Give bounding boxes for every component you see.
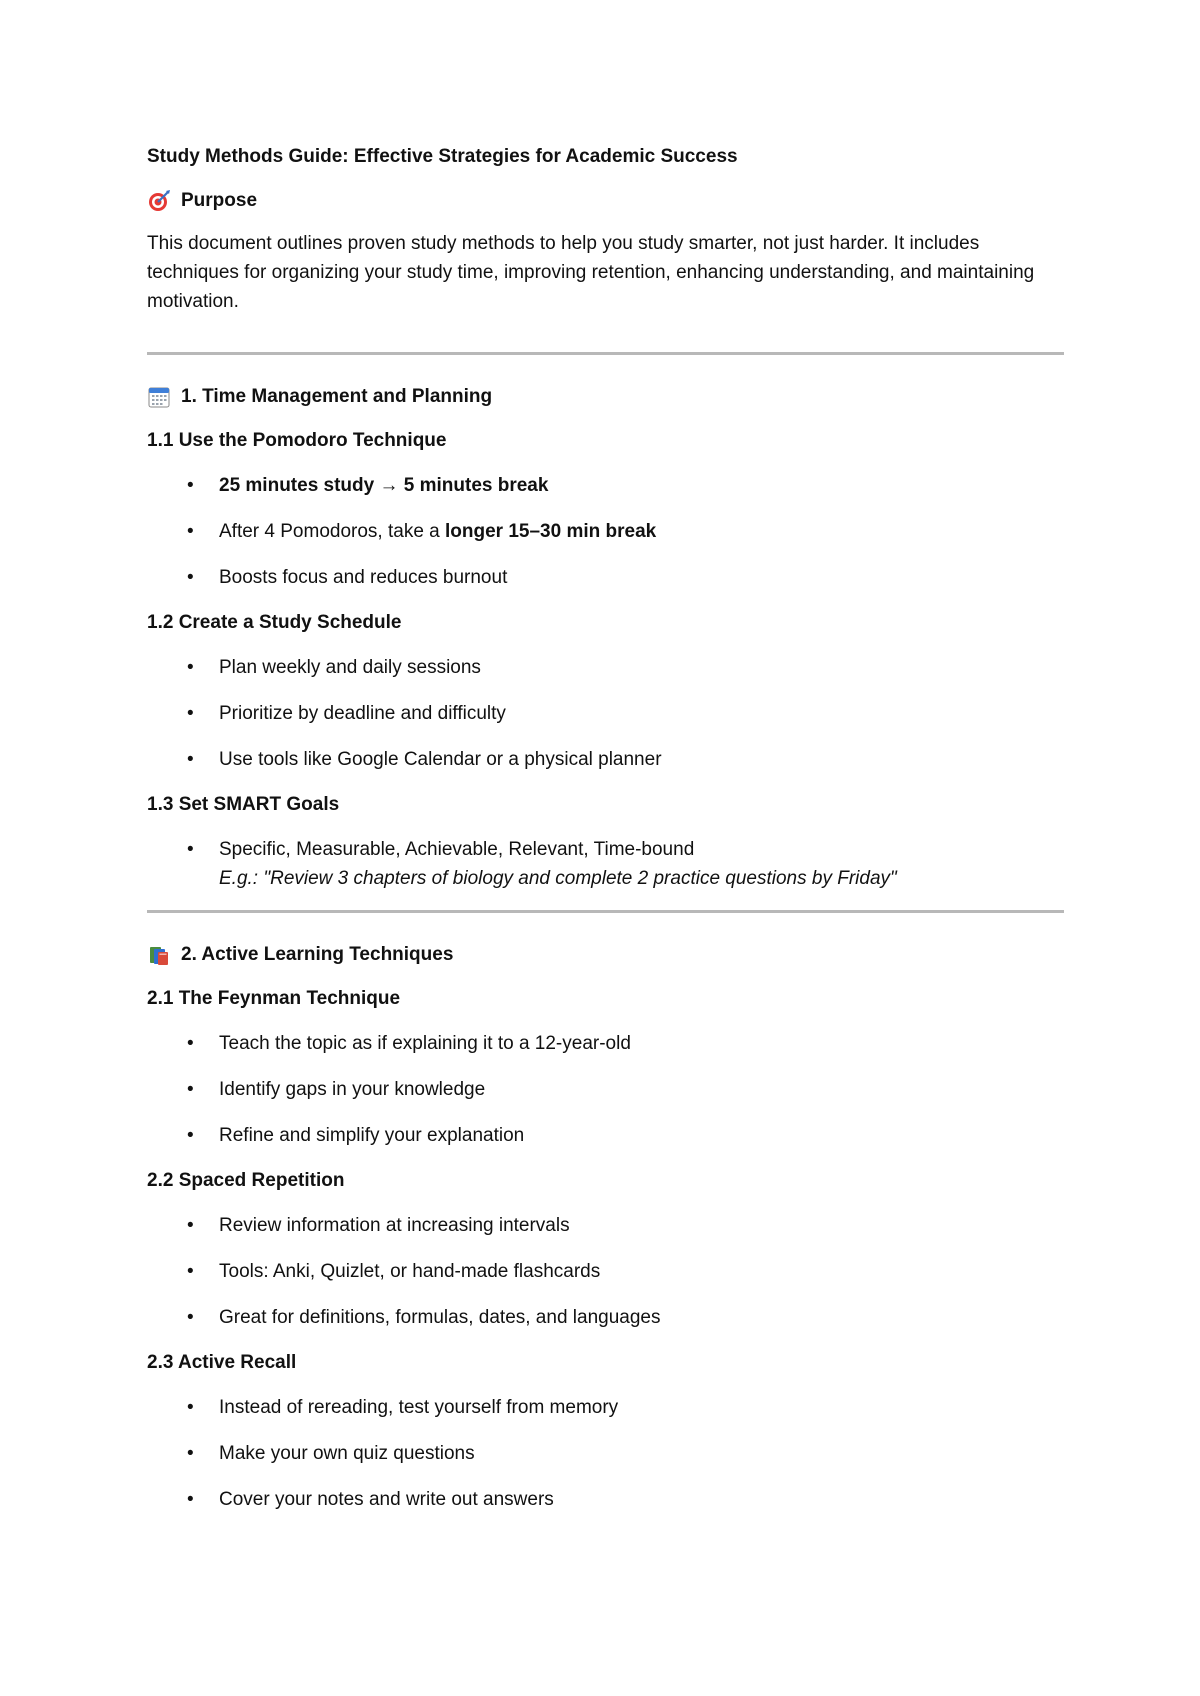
list-item: • Use tools like Google Calendar or a physical planner (147, 745, 1067, 774)
list-item: • Boosts focus and reduces burnout (147, 563, 1067, 592)
list-item: • After 4 Pomodoros, take a longer 15–30 min break (147, 517, 1067, 546)
list-item: • Identify gaps in your knowledge (147, 1075, 1067, 1104)
subsection-1-3-heading: 1.3 Set SMART Goals (147, 794, 340, 815)
list-item: • 25 minutes study → 5 minutes break (147, 471, 1067, 500)
section-2-heading (147, 941, 1067, 969)
feynman-list (147, 1029, 1067, 1150)
document-body (147, 143, 1067, 1531)
subsection-2-1-heading: 2.1 The Feynman Technique (147, 988, 401, 1009)
spaced-repetition-list (147, 1211, 1067, 1332)
subsection-1-1-heading: 1.1 Use the Pomodoro Technique (147, 430, 447, 451)
list-item: • Review information at increasing intervals (147, 1211, 1067, 1240)
smart-goals-list (147, 835, 1067, 893)
section-1-title: 1. Time Management and Planning (181, 386, 493, 407)
list-item: • Teach the topic as if explaining it to a 12-year-old (147, 1029, 1067, 1058)
schedule-list (147, 653, 1067, 774)
subsection-2-3-heading: 2.3 Active Recall (147, 1352, 297, 1373)
list-item: • Make your own quiz questions (147, 1439, 1067, 1468)
purpose-heading (147, 187, 1067, 215)
list-item: • Instead of rereading, test yourself from memory (147, 1393, 1067, 1422)
section-divider (147, 910, 1064, 913)
list-item: • Tools: Anki, Quizlet, or hand-made flashcards (147, 1257, 1067, 1286)
section-1-heading (147, 383, 1067, 411)
subsection-1-2-heading: 1.2 Create a Study Schedule (147, 612, 402, 633)
list-item: • Cover your notes and write out answers (147, 1485, 1067, 1514)
purpose-heading-label: Purpose (181, 190, 258, 211)
list-item: • Prioritize by deadline and difficulty (147, 699, 1067, 728)
example-text: E.g.: "Review 3 chapters of biology and complete 2 practice questions by Friday" (219, 868, 897, 889)
pomodoro-list (147, 471, 1067, 592)
target-icon (147, 189, 171, 213)
subsection-2-2-heading: 2.2 Spaced Repetition (147, 1170, 345, 1191)
purpose-paragraph: This document outlines proven study methods to help you study smarter, not just harder. It includes techniques for organizing your study time, improving retention, enhancing understanding, and maintaining motivation. (147, 233, 1035, 312)
section-2-title: 2. Active Learning Techniques (181, 944, 454, 965)
calendar-icon (147, 385, 171, 409)
list-item: • Plan weekly and daily sessions (147, 653, 1067, 682)
list-item: • Great for definitions, formulas, dates, and languages (147, 1303, 1067, 1332)
active-recall-list (147, 1393, 1067, 1514)
document-title: Study Methods Guide: Effective Strategies for Academic Success (147, 146, 738, 167)
books-icon (147, 943, 171, 967)
list-item: • Refine and simplify your explanation (147, 1121, 1067, 1150)
list-item: • Specific, Measurable, Achievable, Relevant, Time-bound E.g.: "Review 3 chapters of biology and complete 2 practice questions by Friday" (147, 835, 1067, 893)
section-divider (147, 352, 1064, 355)
